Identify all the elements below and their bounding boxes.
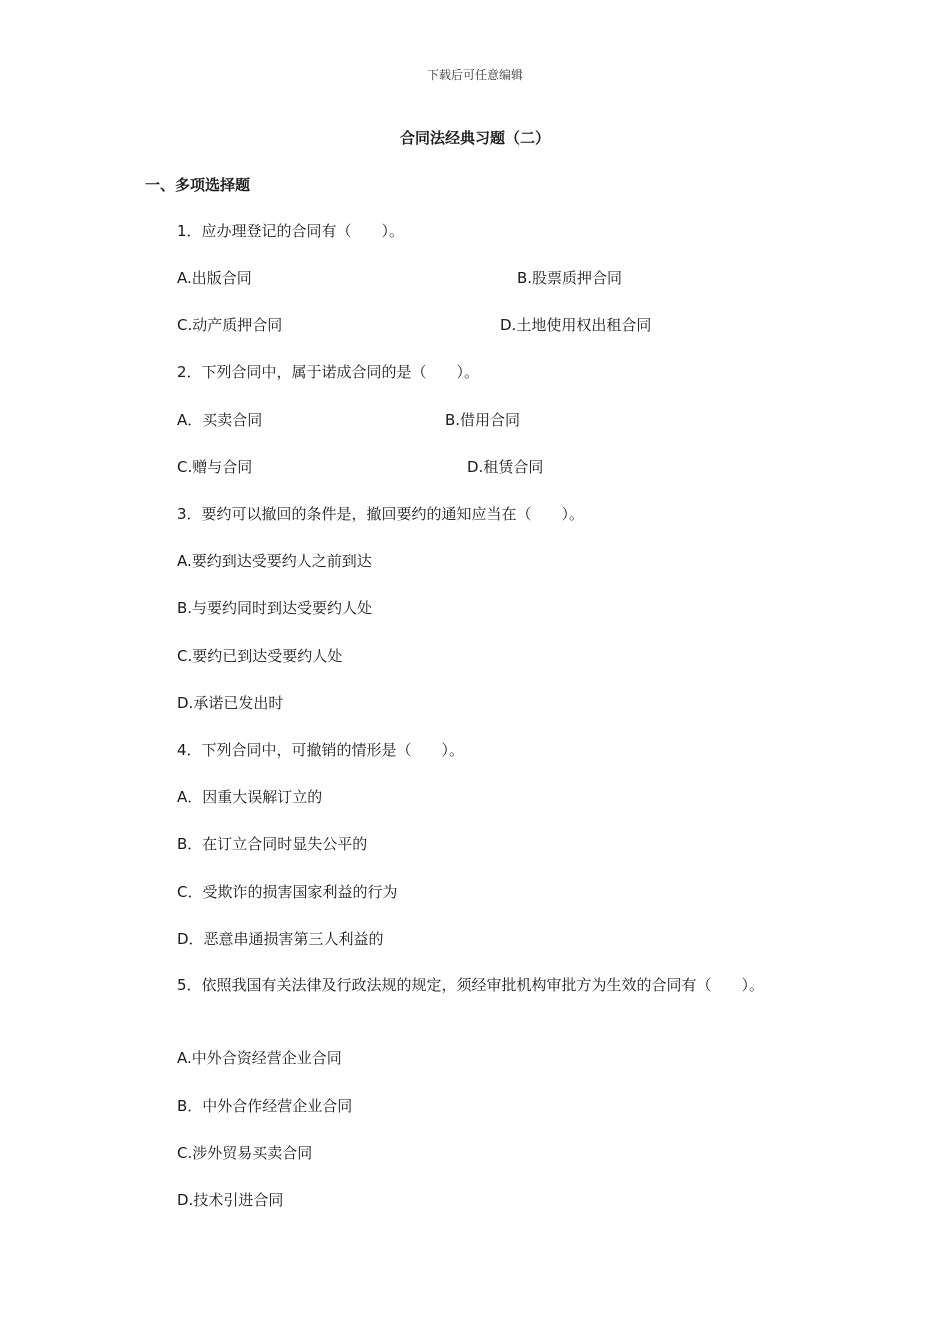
option-d: D.土地使用权出租合同 xyxy=(500,316,652,334)
option-d: D.租赁合同 xyxy=(467,458,544,476)
option-a: A．因重大误解订立的 xyxy=(177,788,323,806)
question-stem: 1．应办理登记的合同有（ ）。 xyxy=(177,222,405,240)
option-a: A.出版合同 xyxy=(177,269,252,287)
option-a: A．买卖合同 xyxy=(177,411,263,429)
option-d: D．恶意串通损害第三人利益的 xyxy=(177,930,384,948)
option-d: D.承诺已发出时 xyxy=(177,694,284,712)
option-b: B.股票质押合同 xyxy=(517,269,623,287)
option-c: C.动产质押合同 xyxy=(177,316,283,334)
option-c: C.赠与合同 xyxy=(177,458,253,476)
option-c: C.要约已到达受要约人处 xyxy=(177,647,343,665)
page-header: 下载后可任意编辑 xyxy=(426,68,523,82)
section-heading: 一、多项选择题 xyxy=(145,176,251,194)
option-b: B．在订立合同时显失公平的 xyxy=(177,835,368,853)
option-b: B.借用合同 xyxy=(445,411,521,429)
option-c: C.涉外贸易买卖合同 xyxy=(177,1144,313,1162)
option-b: B.与要约同时到达受要约人处 xyxy=(177,599,373,617)
question-stem: 2．下列合同中，属于诺成合同的是（ ）。 xyxy=(177,363,480,381)
question-stem: 5．依照我国有关法律及行政法规的规定，须经审批机构审批方为生效的合同有（ ）。 xyxy=(177,976,765,994)
option-a: A.要约到达受要约人之前到达 xyxy=(177,552,372,570)
question-stem: 3．要约可以撤回的条件是，撤回要约的通知应当在（ ）。 xyxy=(177,505,585,523)
option-d: D.技术引进合同 xyxy=(177,1191,284,1209)
option-c: C．受欺诈的损害国家利益的行为 xyxy=(177,883,398,901)
question-stem: 4．下列合同中，可撤销的情形是（ ）。 xyxy=(177,741,465,759)
document-title: 合同法经典习题（二） xyxy=(399,129,550,147)
option-a: A.中外合资经营企业合同 xyxy=(177,1049,342,1067)
option-b: B．中外合作经营企业合同 xyxy=(177,1097,353,1115)
